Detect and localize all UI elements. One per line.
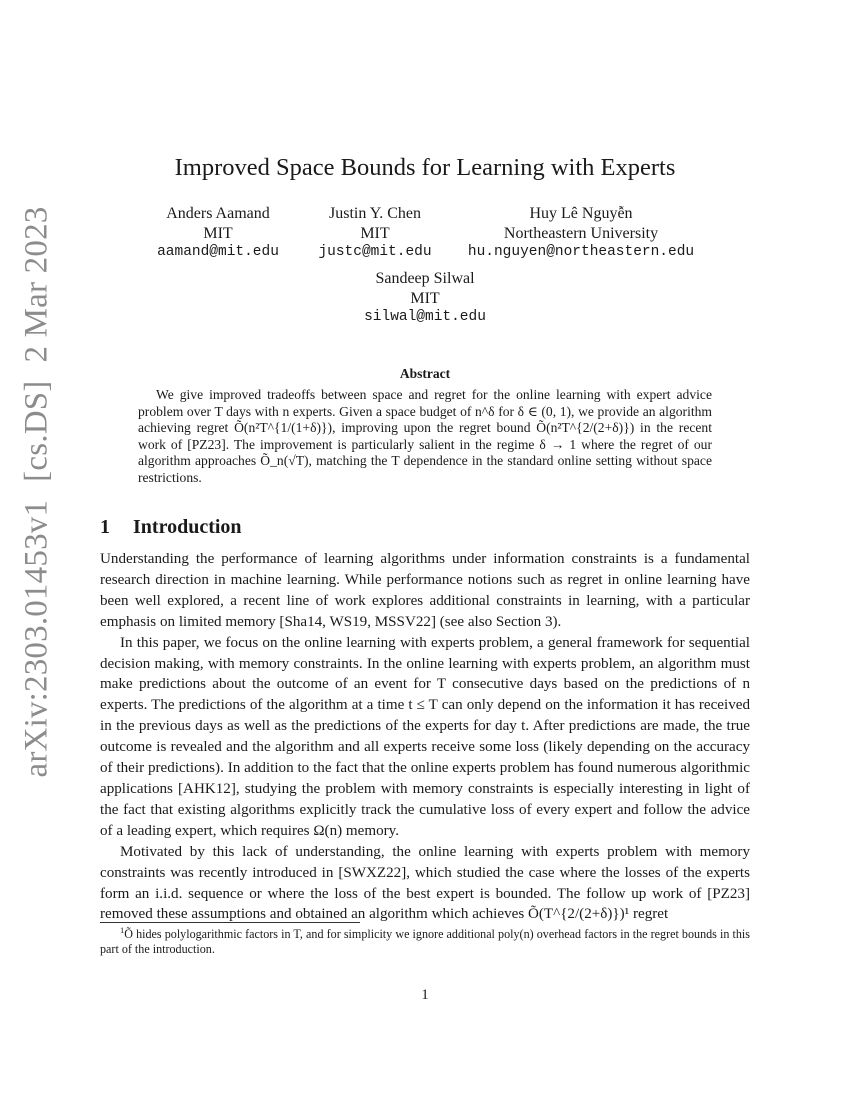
- section-body: [100, 549, 750, 925]
- abstract-text: We give improved tradeoffs between space and regret for the online learning with expert advice problem over T days with n experts. Given a space budget of n^δ for δ ∈ (0, 1), we provide an algorithm achieving regret Õ(n²T^{1/(1+δ)}), improving upon the regret bound Õ(n²T^{2/(2+δ)}) in the recent work of [PZ23]. The improvement is particularly salient in the regime δ → 1 where the regret of our algorithm approaches Õ_n(√T), matching the T dependence in the standard online setting without space restrictions.: [138, 387, 712, 485]
- page-number: 1: [421, 987, 429, 1003]
- footnote-mark: 1: [120, 924, 125, 935]
- arxiv-id: arXiv:2303.01453v1: [18, 499, 55, 778]
- author-block: [157, 204, 279, 263]
- author-email: hu.nguyen@northeastern.edu: [467, 244, 695, 260]
- author-email: aamand@mit.edu: [157, 244, 279, 260]
- author-block: [364, 269, 486, 328]
- abstract-heading: Abstract: [399, 366, 451, 381]
- arxiv-stamp: [19, 207, 56, 778]
- author-name: Huy Lê Nguyễn: [529, 205, 633, 222]
- paragraph: Motivated by this lack of understanding, the online learning with experts problem with memory constraints was recently introduced in [SWXZ22], which studied the case where the losses of the experts form an i.i.d. sequence or where the loss of the best expert is bounded. The follow up work of [PZ23] removed these assumptions and obtained an algorithm which achieves Õ(T^{2/(2+δ)})¹ regret: [100, 843, 750, 923]
- section-heading: [100, 516, 242, 539]
- section-title: Introduction: [133, 516, 242, 538]
- author-affiliation: MIT: [360, 224, 390, 242]
- arxiv-category: [cs.DS]: [18, 380, 55, 482]
- section-number: 1: [100, 516, 110, 538]
- author-name: Sandeep Silwal: [375, 270, 475, 287]
- author-name: Anders Aamand: [166, 205, 270, 222]
- author-affiliation: MIT: [410, 289, 440, 307]
- paragraph: In this paper, we focus on the online learning with experts problem, a general framework for sequential decision making, with memory constraints. In the online learning with experts problem, an algorithm must make predictions about the outcome of an event for T consecutive days based on the predictions of n experts. The predictions of the algorithm at a time t ≤ T can only depend on the information it has received in the previous days as well as the predictions of the experts for day t. After predictions are made, the true outcome is revealed and the algorithm and all experts receive some loss (likely depending on the accuracy of their predictions). In addition to the fact that the online experts problem has found numerous algorithmic applications [AHK12], studying the problem with memory constraints is especially interesting in light of the fact that existing algorithms explicitly track the cumulative loss of every expert and follow the advice of a leading expert, which requires Ω(n) memory.: [100, 634, 750, 839]
- paper-title: Improved Space Bounds for Learning with Experts: [174, 154, 676, 181]
- footnote: [100, 924, 750, 957]
- paragraph: Understanding the performance of learning algorithms under information constraints is a fundamental research direction in machine learning. While performance notions such as regret in online learning have been well explored, a recent line of work explores additional constraints in learning, with a particular emphasis on limited memory [Sha14, WS19, MSSV22] (see also Section 3).: [100, 551, 750, 630]
- author-email: silwal@mit.edu: [364, 309, 486, 325]
- footnote-text: Õ hides polylogarithmic factors in T, and for simplicity we ignore additional poly(n) overhead factors in the regret bounds in this part of the introduction.: [100, 927, 750, 956]
- arxiv-date: 2 Mar 2023: [18, 206, 55, 363]
- author-block: [468, 204, 694, 263]
- footnote-rule: [100, 922, 360, 923]
- author-name: Justin Y. Chen: [328, 205, 421, 222]
- author-affiliation: MIT: [203, 224, 233, 242]
- author-email: justc@mit.edu: [318, 244, 432, 260]
- author-affiliation: Northeastern University: [503, 224, 659, 242]
- author-block: [318, 204, 431, 263]
